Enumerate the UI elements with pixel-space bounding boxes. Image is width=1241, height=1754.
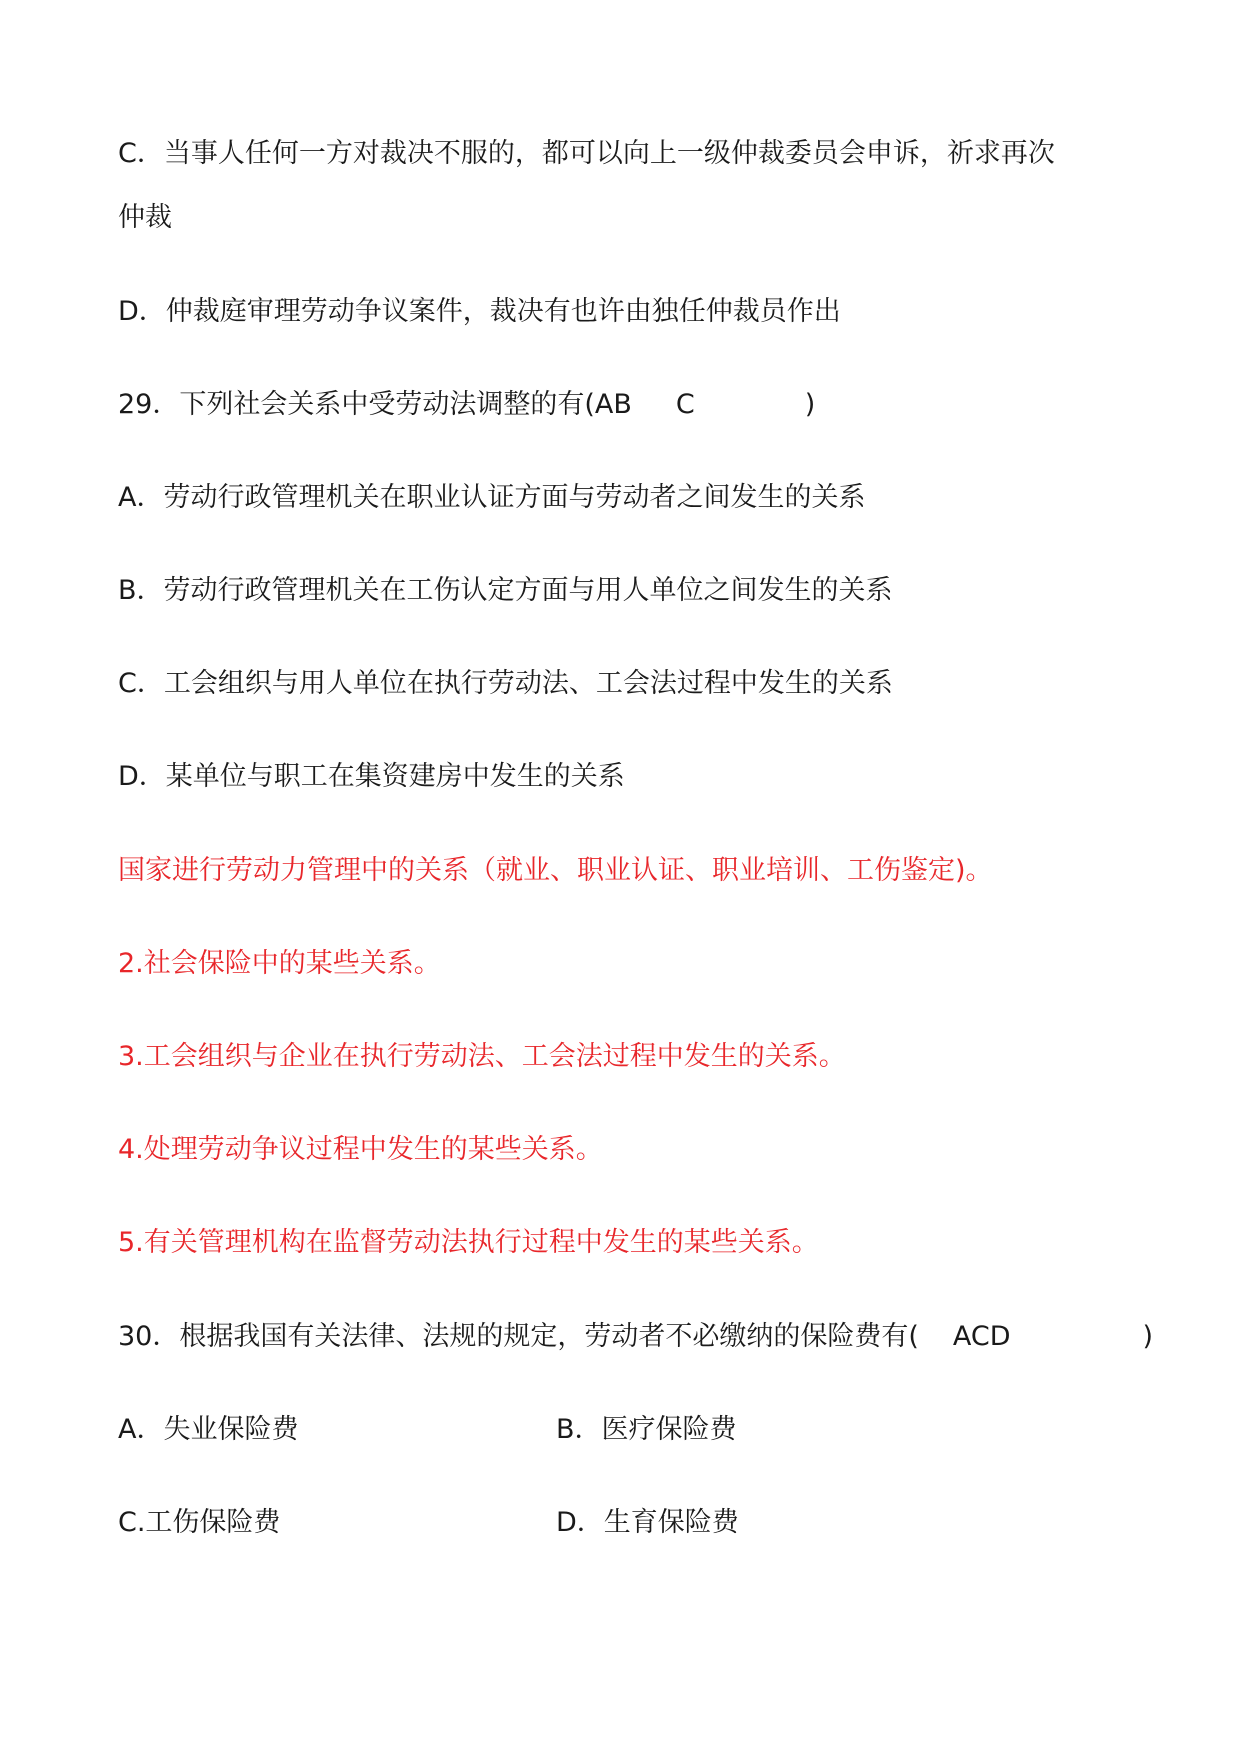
q30-option-c: C.工伤保险费 — [118, 1507, 281, 1538]
q30-stem: 30．根据我国有关法律、法规的规定，劳动者不必缴纳的保险费有( — [118, 1321, 919, 1352]
q29-option-b: B．劳动行政管理机关在工伤认定方面与用人单位之间发生的关系 — [118, 575, 893, 606]
q30-question — [118, 1317, 1153, 1357]
q28-option-c-line2: 仲裁 — [118, 202, 172, 233]
q30-option-b: B．医疗保险费 — [556, 1414, 737, 1445]
q29-note-2: 2.社会保险中的某些关系。 — [118, 948, 441, 979]
q29-option-d: D．某单位与职工在集资建房中发生的关系 — [118, 761, 625, 792]
q29-close-paren: ) — [804, 389, 816, 420]
q29-stem: 29．下列社会关系中受劳动法调整的有(AB — [118, 389, 632, 420]
q29-note-3: 3.工会组织与企业在执行劳动法、工会法过程中发生的关系。 — [118, 1041, 846, 1072]
q28-option-d: D．仲裁庭审理劳动争议案件，裁决有也许由独任仲裁员作出 — [118, 296, 841, 327]
q30-option-a: A．失业保险费 — [118, 1414, 299, 1445]
q30-options-row-1 — [118, 1410, 737, 1450]
q29-note-1: 国家进行劳动力管理中的关系（就业、职业认证、职业培训、工伤鉴定)。 — [118, 855, 993, 886]
q29-question — [118, 385, 815, 425]
q29-answer-extra: C — [675, 389, 695, 420]
q30-close-paren: ) — [1142, 1321, 1154, 1352]
q29-note-4: 4.处理劳动争议过程中发生的某些关系。 — [118, 1134, 603, 1165]
q29-note-5: 5.有关管理机构在监督劳动法执行过程中发生的某些关系。 — [118, 1227, 819, 1258]
q29-option-c: C．工会组织与用人单位在执行劳动法、工会法过程中发生的关系 — [118, 668, 893, 699]
q30-options-row-2 — [118, 1503, 739, 1543]
q28-option-c-line1: C．当事人任何一方对裁决不服的，都可以向上一级仲裁委员会申诉，祈求再次 — [118, 138, 1055, 169]
q30-answer: ACD — [952, 1321, 1011, 1352]
q29-option-a: A．劳动行政管理机关在职业认证方面与劳动者之间发生的关系 — [118, 482, 866, 513]
q30-option-d: D．生育保险费 — [556, 1507, 739, 1538]
